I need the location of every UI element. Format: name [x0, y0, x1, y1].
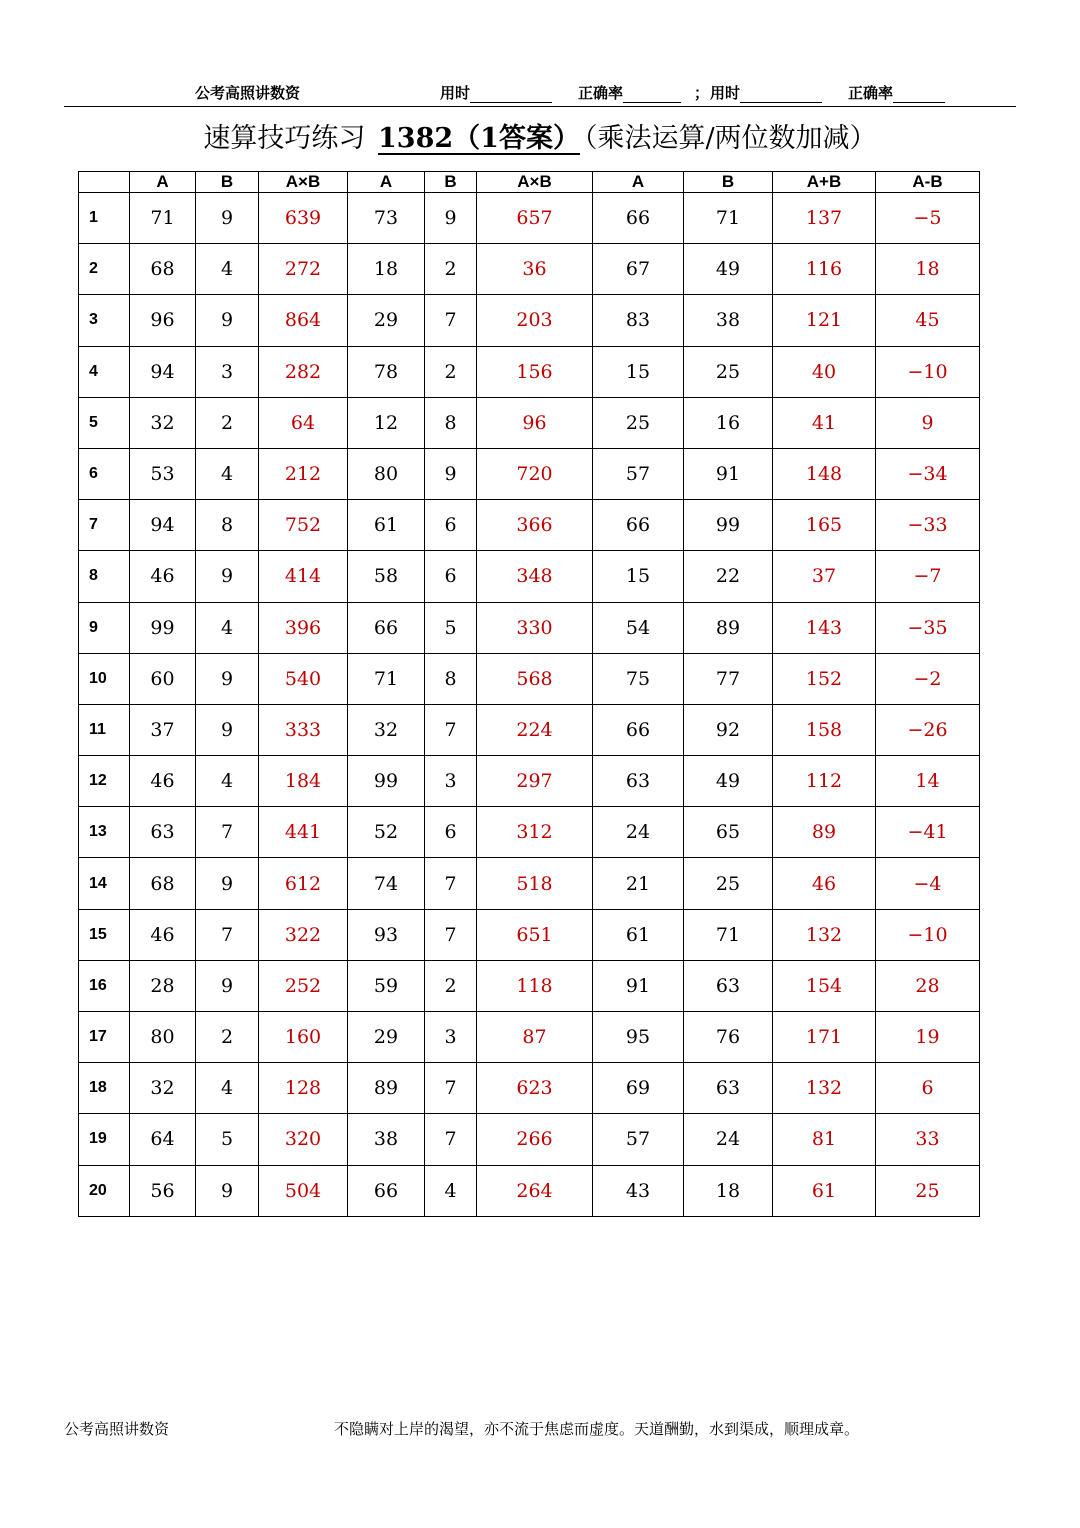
operand-cell: 18: [684, 1165, 773, 1216]
answer-cell: 89: [773, 807, 876, 858]
answer-cell: 158: [773, 704, 876, 755]
table-row: [79, 704, 980, 755]
operand-cell: 78: [348, 346, 425, 397]
title-suffix: （乘法运算/两位数加减）: [583, 123, 877, 154]
operand-cell: 7: [425, 295, 477, 346]
row-number: 1: [79, 193, 130, 244]
answer-cell: −34: [876, 448, 980, 499]
operand-cell: 5: [425, 602, 477, 653]
operand-cell: 3: [196, 346, 259, 397]
operand-cell: 49: [684, 244, 773, 295]
answer-cell: 112: [773, 756, 876, 807]
table-row: [79, 1114, 980, 1165]
footer-motto: 不隐瞒对上岸的渴望，亦不流于焦虑而虚度。天道酬勤，水到渠成，顺理成章。: [334, 1420, 860, 1438]
answer-cell: 46: [773, 858, 876, 909]
time-field-1: [440, 82, 470, 103]
operand-cell: 66: [593, 500, 684, 551]
operand-cell: 9: [196, 193, 259, 244]
answer-cell: 19: [876, 1012, 980, 1063]
operand-cell: 93: [348, 909, 425, 960]
table-row: [79, 193, 980, 244]
operand-cell: 61: [593, 909, 684, 960]
column-header: A+B: [773, 172, 876, 193]
answer-cell: 252: [259, 960, 348, 1011]
answer-cell: 720: [477, 448, 593, 499]
answer-cell: 81: [773, 1114, 876, 1165]
answer-cell: 171: [773, 1012, 876, 1063]
operand-cell: 46: [130, 909, 196, 960]
answer-cell: −35: [876, 602, 980, 653]
answer-cell: 414: [259, 551, 348, 602]
answer-cell: 396: [259, 602, 348, 653]
page-title: [0, 116, 1080, 155]
operand-cell: 16: [684, 397, 773, 448]
answer-cell: 612: [259, 858, 348, 909]
operand-cell: 71: [348, 653, 425, 704]
answer-cell: −26: [876, 704, 980, 755]
operand-cell: 7: [425, 1114, 477, 1165]
operand-cell: 65: [684, 807, 773, 858]
answer-cell: 333: [259, 704, 348, 755]
answer-cell: 518: [477, 858, 593, 909]
operand-cell: 95: [593, 1012, 684, 1063]
operand-cell: 66: [348, 1165, 425, 1216]
time-blank-1: [470, 88, 552, 103]
operand-cell: 53: [130, 448, 196, 499]
operand-cell: 12: [348, 397, 425, 448]
answer-cell: 165: [773, 500, 876, 551]
row-number: 11: [79, 704, 130, 755]
operand-cell: 91: [593, 960, 684, 1011]
answer-cell: 156: [477, 346, 593, 397]
title-code: 1382（1答案）: [378, 123, 580, 154]
answer-cell: 540: [259, 653, 348, 704]
operand-cell: 2: [425, 346, 477, 397]
accuracy-field-1: [578, 82, 623, 103]
answer-cell: 212: [259, 448, 348, 499]
operand-cell: 58: [348, 551, 425, 602]
operand-cell: 4: [196, 244, 259, 295]
operand-cell: 6: [425, 551, 477, 602]
operand-cell: 71: [684, 909, 773, 960]
column-header: A×B: [477, 172, 593, 193]
answer-cell: 441: [259, 807, 348, 858]
answer-cell: −10: [876, 346, 980, 397]
operand-cell: 3: [425, 756, 477, 807]
operand-cell: 2: [196, 397, 259, 448]
operand-cell: 18: [348, 244, 425, 295]
column-header: A-B: [876, 172, 980, 193]
operand-cell: 64: [130, 1114, 196, 1165]
operand-cell: 4: [196, 756, 259, 807]
table-row: [79, 448, 980, 499]
answer-cell: −7: [876, 551, 980, 602]
operand-cell: 9: [425, 193, 477, 244]
row-number: 5: [79, 397, 130, 448]
answer-cell: 18: [876, 244, 980, 295]
table-row: [79, 1165, 980, 1216]
operand-cell: 63: [130, 807, 196, 858]
accuracy-blank-2: [893, 88, 945, 103]
operand-cell: 9: [196, 1165, 259, 1216]
answer-cell: 322: [259, 909, 348, 960]
column-header: A: [130, 172, 196, 193]
operand-cell: 15: [593, 551, 684, 602]
operand-cell: 15: [593, 346, 684, 397]
operand-cell: 7: [196, 909, 259, 960]
answer-cell: 36: [477, 244, 593, 295]
answer-cell: 152: [773, 653, 876, 704]
operand-cell: 73: [348, 193, 425, 244]
time-field-2: [710, 82, 740, 103]
row-number: 7: [79, 500, 130, 551]
column-header: B: [425, 172, 477, 193]
operand-cell: 24: [593, 807, 684, 858]
accuracy-label-1: 正确率: [578, 84, 624, 102]
operand-cell: 83: [593, 295, 684, 346]
accuracy-field-2: [848, 82, 893, 103]
answer-cell: 651: [477, 909, 593, 960]
operand-cell: 32: [348, 704, 425, 755]
operand-cell: 8: [196, 500, 259, 551]
answer-cell: −41: [876, 807, 980, 858]
operand-cell: 32: [130, 397, 196, 448]
answer-cell: −10: [876, 909, 980, 960]
answer-cell: 6: [876, 1063, 980, 1114]
operand-cell: 67: [593, 244, 684, 295]
title-prefix: 速算技巧练习: [203, 123, 366, 154]
answer-cell: 9: [876, 397, 980, 448]
row-number: 20: [79, 1165, 130, 1216]
operand-cell: 9: [196, 704, 259, 755]
answer-cell: 143: [773, 602, 876, 653]
answer-cell: 297: [477, 756, 593, 807]
answer-cell: 203: [477, 295, 593, 346]
operand-cell: 68: [130, 244, 196, 295]
table-row: [79, 1012, 980, 1063]
operand-cell: 49: [684, 756, 773, 807]
answer-cell: 132: [773, 909, 876, 960]
worksheet-header: [64, 76, 1016, 107]
answer-cell: 121: [773, 295, 876, 346]
footer-brand: 公考高照讲数资: [64, 1420, 170, 1438]
answer-cell: 128: [259, 1063, 348, 1114]
operand-cell: 8: [425, 397, 477, 448]
table-row: [79, 397, 980, 448]
operand-cell: 43: [593, 1165, 684, 1216]
operand-cell: 71: [130, 193, 196, 244]
answer-cell: 282: [259, 346, 348, 397]
answer-cell: 752: [259, 500, 348, 551]
operand-cell: 61: [348, 500, 425, 551]
answer-cell: 45: [876, 295, 980, 346]
practice-table: [78, 171, 980, 1217]
table-row: [79, 551, 980, 602]
operand-cell: 21: [593, 858, 684, 909]
operand-cell: 6: [425, 807, 477, 858]
operand-cell: 89: [684, 602, 773, 653]
answer-cell: 184: [259, 756, 348, 807]
table-row: [79, 500, 980, 551]
answer-cell: 14: [876, 756, 980, 807]
answer-cell: 266: [477, 1114, 593, 1165]
operand-cell: 9: [196, 858, 259, 909]
operand-cell: 2: [425, 244, 477, 295]
answer-cell: 40: [773, 346, 876, 397]
operand-cell: 57: [593, 448, 684, 499]
operand-cell: 77: [684, 653, 773, 704]
row-number: 8: [79, 551, 130, 602]
answer-cell: 132: [773, 1063, 876, 1114]
answer-cell: 264: [477, 1165, 593, 1216]
table-row: [79, 858, 980, 909]
row-number: 12: [79, 756, 130, 807]
table-row: [79, 346, 980, 397]
table-row: [79, 653, 980, 704]
operand-cell: 22: [684, 551, 773, 602]
answer-cell: 224: [477, 704, 593, 755]
operand-cell: 92: [684, 704, 773, 755]
operand-cell: 29: [348, 1012, 425, 1063]
answer-cell: 41: [773, 397, 876, 448]
answer-cell: 348: [477, 551, 593, 602]
answer-cell: 312: [477, 807, 593, 858]
table-body: [79, 193, 980, 1217]
operand-cell: 38: [348, 1114, 425, 1165]
answer-cell: −2: [876, 653, 980, 704]
operand-cell: 63: [684, 960, 773, 1011]
answer-cell: 148: [773, 448, 876, 499]
answer-cell: 366: [477, 500, 593, 551]
answer-cell: 864: [259, 295, 348, 346]
answer-cell: −4: [876, 858, 980, 909]
operand-cell: 60: [130, 653, 196, 704]
operand-cell: 4: [196, 602, 259, 653]
table-row: [79, 602, 980, 653]
answer-cell: 330: [477, 602, 593, 653]
operand-cell: 7: [425, 1063, 477, 1114]
answer-cell: 272: [259, 244, 348, 295]
operand-cell: 37: [130, 704, 196, 755]
column-header: A×B: [259, 172, 348, 193]
operand-cell: 4: [196, 1063, 259, 1114]
header-brand: 公考高照讲数资: [195, 84, 301, 102]
row-number: 16: [79, 960, 130, 1011]
table-row: [79, 756, 980, 807]
operand-cell: 7: [196, 807, 259, 858]
row-number: 10: [79, 653, 130, 704]
operand-cell: 80: [348, 448, 425, 499]
operand-cell: 99: [130, 602, 196, 653]
column-header: B: [196, 172, 259, 193]
operand-cell: 28: [130, 960, 196, 1011]
operand-cell: 75: [593, 653, 684, 704]
header-separator: ；: [694, 84, 710, 102]
operand-cell: 9: [196, 551, 259, 602]
operand-cell: 9: [196, 653, 259, 704]
row-number: 19: [79, 1114, 130, 1165]
answer-cell: 623: [477, 1063, 593, 1114]
operand-cell: 59: [348, 960, 425, 1011]
answer-cell: 37: [773, 551, 876, 602]
answer-cell: 160: [259, 1012, 348, 1063]
time-label-1: 用时: [440, 84, 471, 102]
answer-cell: 639: [259, 193, 348, 244]
accuracy-label-2: 正确率: [848, 84, 894, 102]
time-blank-2: [740, 88, 822, 103]
operand-cell: 38: [684, 295, 773, 346]
answer-cell: 154: [773, 960, 876, 1011]
operand-cell: 32: [130, 1063, 196, 1114]
operand-cell: 57: [593, 1114, 684, 1165]
operand-cell: 4: [425, 1165, 477, 1216]
operand-cell: 94: [130, 346, 196, 397]
operand-cell: 66: [348, 602, 425, 653]
operand-cell: 6: [425, 500, 477, 551]
row-number: 14: [79, 858, 130, 909]
operand-cell: 24: [684, 1114, 773, 1165]
operand-cell: 9: [425, 448, 477, 499]
table-row: [79, 1063, 980, 1114]
accuracy-blank-1: [623, 88, 681, 103]
operand-cell: 7: [425, 704, 477, 755]
operand-cell: 7: [425, 858, 477, 909]
answer-cell: 320: [259, 1114, 348, 1165]
answer-cell: 504: [259, 1165, 348, 1216]
answer-cell: 28: [876, 960, 980, 1011]
operand-cell: 2: [196, 1012, 259, 1063]
answer-cell: 25: [876, 1165, 980, 1216]
table-row: [79, 244, 980, 295]
operand-cell: 25: [593, 397, 684, 448]
operand-cell: 99: [348, 756, 425, 807]
answer-cell: −5: [876, 193, 980, 244]
time-label-2: 用时: [710, 84, 741, 102]
operand-cell: 56: [130, 1165, 196, 1216]
operand-cell: 66: [593, 704, 684, 755]
answer-cell: 116: [773, 244, 876, 295]
operand-cell: 71: [684, 193, 773, 244]
row-number: 2: [79, 244, 130, 295]
column-header: A: [593, 172, 684, 193]
answer-cell: 568: [477, 653, 593, 704]
operand-cell: 63: [684, 1063, 773, 1114]
operand-cell: 96: [130, 295, 196, 346]
operand-cell: 9: [196, 960, 259, 1011]
operand-cell: 25: [684, 346, 773, 397]
column-header: A: [348, 172, 425, 193]
table-row: [79, 807, 980, 858]
operand-cell: 29: [348, 295, 425, 346]
operand-cell: 74: [348, 858, 425, 909]
row-number: 18: [79, 1063, 130, 1114]
table-header-row: [79, 172, 980, 193]
operand-cell: 99: [684, 500, 773, 551]
answer-cell: 64: [259, 397, 348, 448]
operand-cell: 76: [684, 1012, 773, 1063]
table-row: [79, 909, 980, 960]
table-row: [79, 960, 980, 1011]
operand-cell: 63: [593, 756, 684, 807]
row-number: 3: [79, 295, 130, 346]
row-number: 4: [79, 346, 130, 397]
operand-cell: 68: [130, 858, 196, 909]
operand-cell: 52: [348, 807, 425, 858]
operand-cell: 66: [593, 193, 684, 244]
operand-cell: 91: [684, 448, 773, 499]
column-header: B: [684, 172, 773, 193]
answer-cell: 61: [773, 1165, 876, 1216]
answer-cell: 87: [477, 1012, 593, 1063]
operand-cell: 89: [348, 1063, 425, 1114]
row-number: 9: [79, 602, 130, 653]
operand-cell: 46: [130, 551, 196, 602]
answer-cell: 118: [477, 960, 593, 1011]
operand-cell: 69: [593, 1063, 684, 1114]
operand-cell: 4: [196, 448, 259, 499]
operand-cell: 46: [130, 756, 196, 807]
operand-cell: 5: [196, 1114, 259, 1165]
answer-cell: 96: [477, 397, 593, 448]
operand-cell: 25: [684, 858, 773, 909]
row-number: 17: [79, 1012, 130, 1063]
answer-cell: 137: [773, 193, 876, 244]
operand-cell: 54: [593, 602, 684, 653]
operand-cell: 7: [425, 909, 477, 960]
operand-cell: 9: [196, 295, 259, 346]
operand-cell: 80: [130, 1012, 196, 1063]
operand-cell: 94: [130, 500, 196, 551]
operand-cell: 3: [425, 1012, 477, 1063]
operand-cell: 8: [425, 653, 477, 704]
row-number: 6: [79, 448, 130, 499]
answer-cell: −33: [876, 500, 980, 551]
answer-cell: 33: [876, 1114, 980, 1165]
column-header: [79, 172, 130, 193]
row-number: 13: [79, 807, 130, 858]
table-row: [79, 295, 980, 346]
row-number: 15: [79, 909, 130, 960]
answer-cell: 657: [477, 193, 593, 244]
operand-cell: 2: [425, 960, 477, 1011]
